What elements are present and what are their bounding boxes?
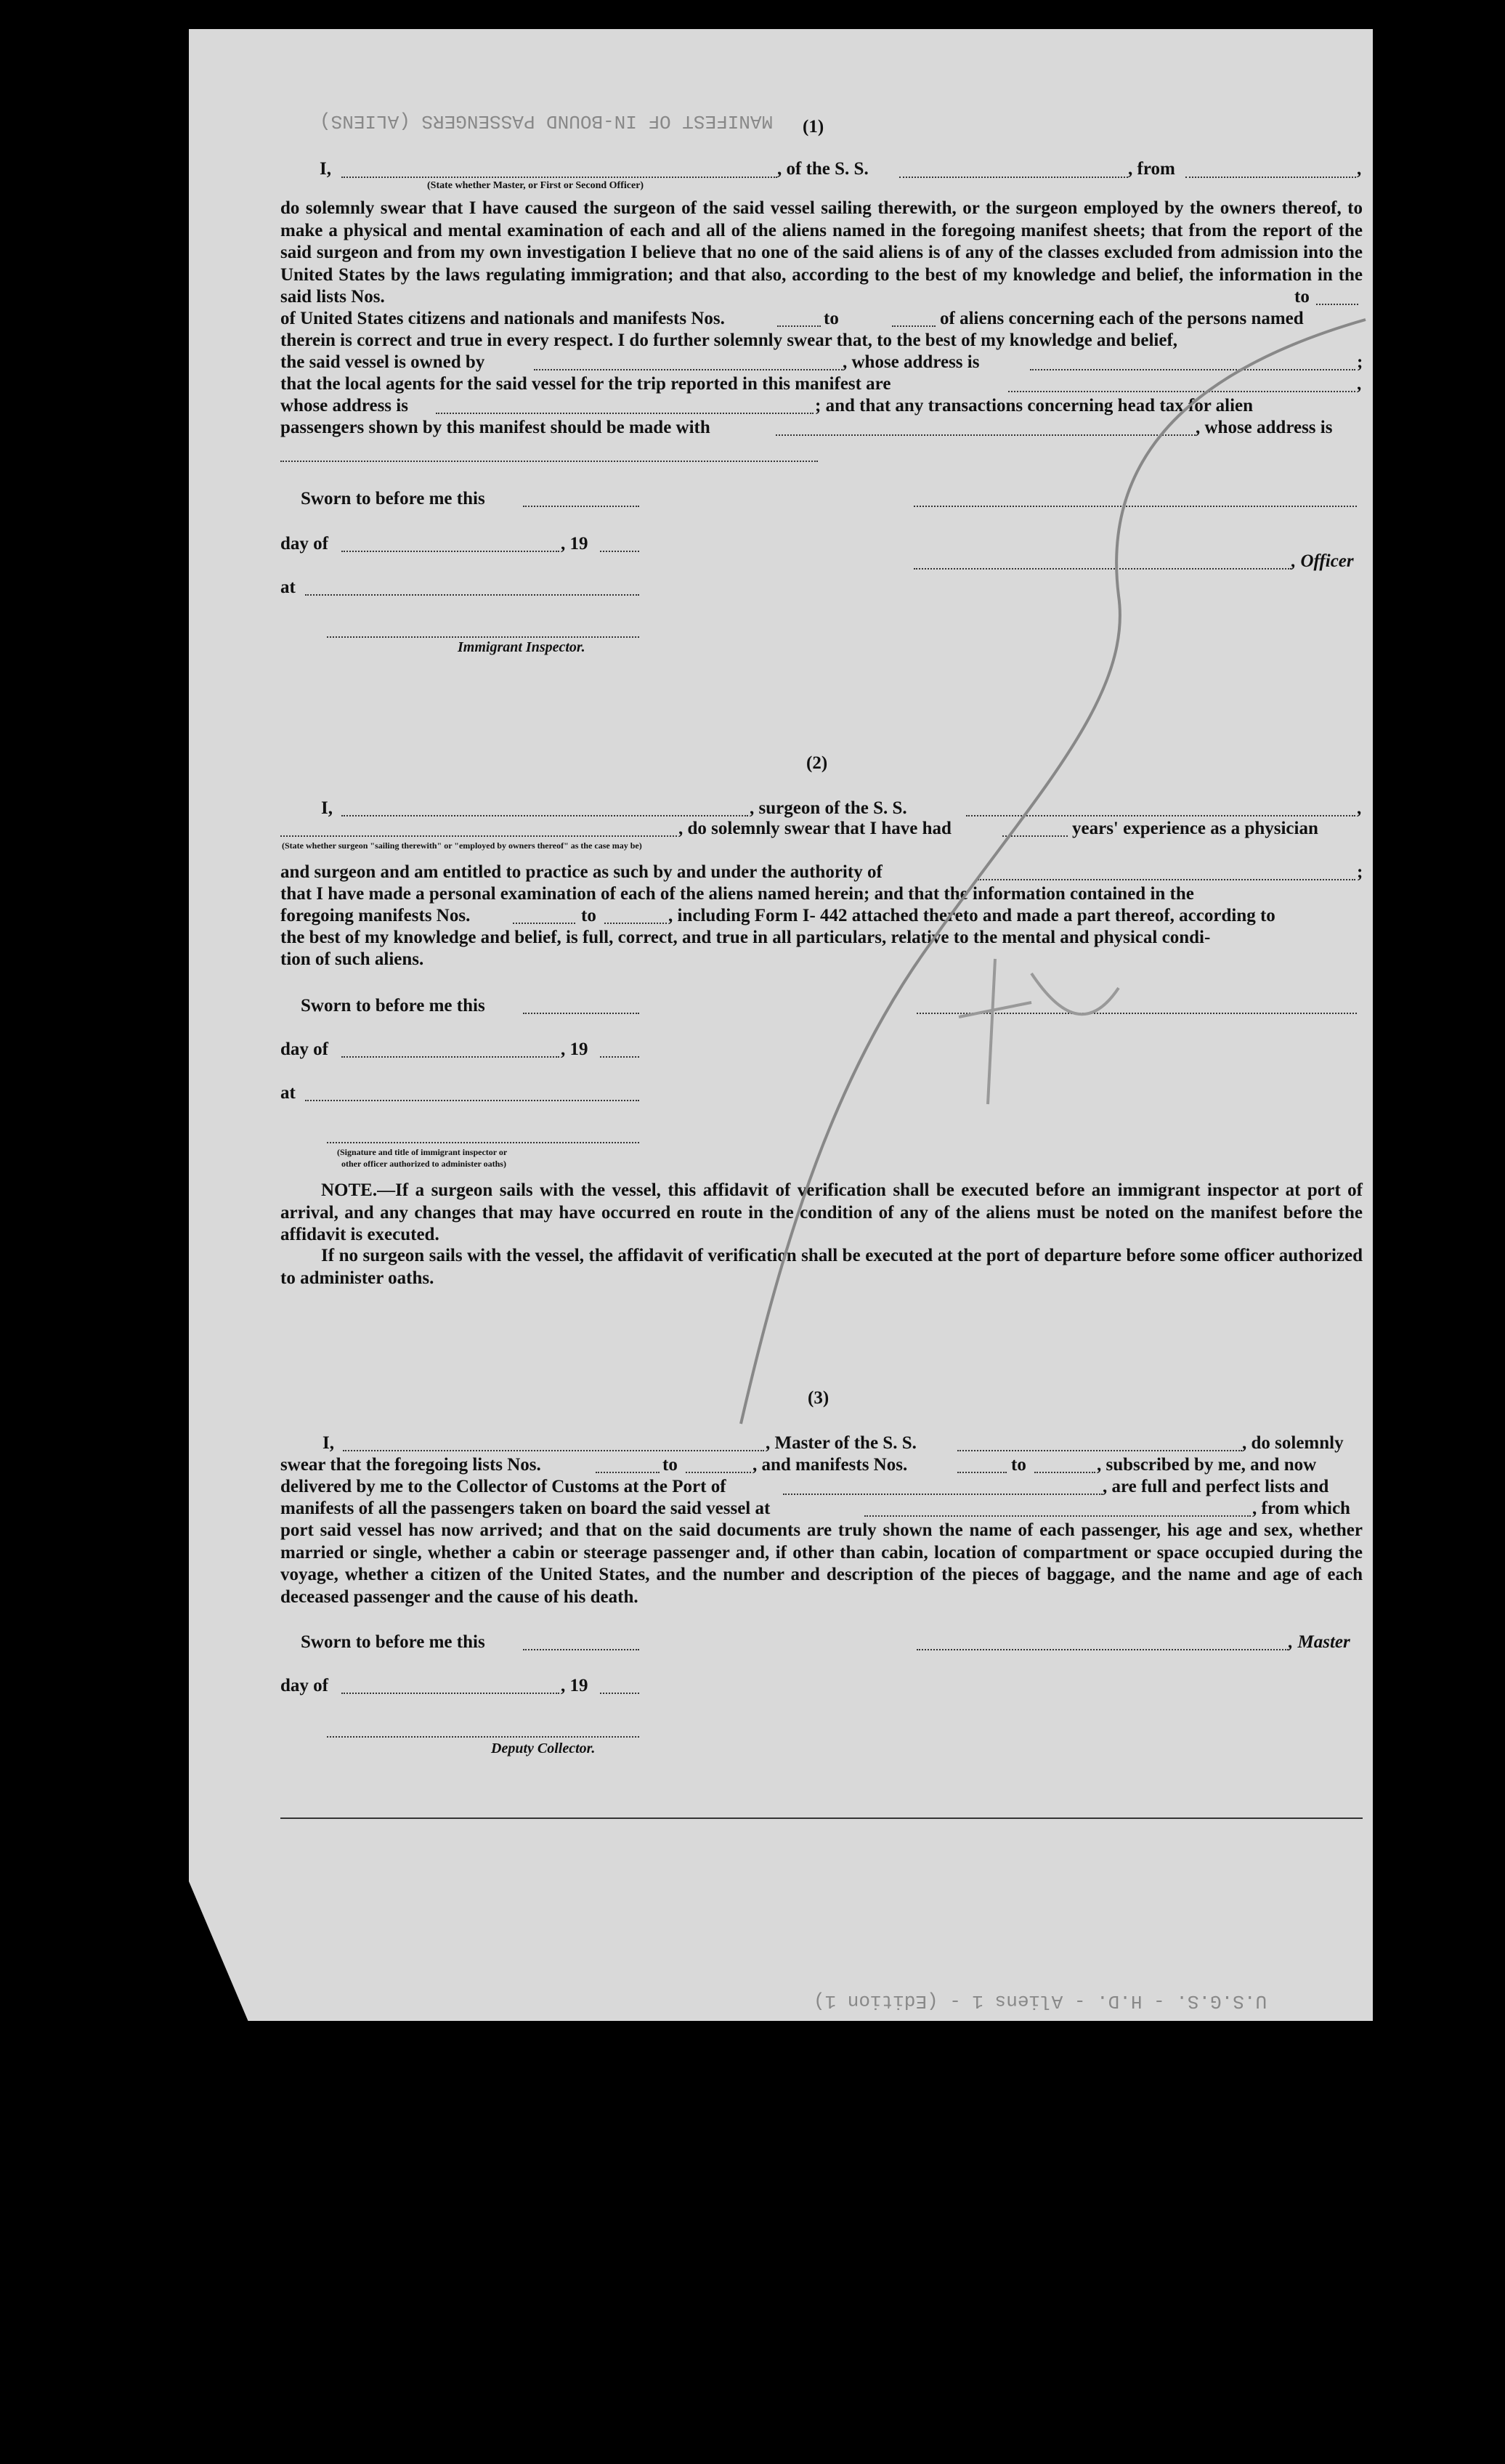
perfect-lists-label: , are full and perfect lists and bbox=[1103, 1477, 1329, 1496]
to-label: to bbox=[1011, 1455, 1026, 1475]
punch-hole bbox=[1387, 1816, 1422, 1851]
manifests-from-blank bbox=[513, 923, 575, 924]
correct-line: therein is correct and true in every respect. I do further solemnly swear that, to the best of my knowledge and belief, bbox=[280, 331, 1178, 350]
master-signature-blank bbox=[917, 1649, 1289, 1650]
inspector-title: Immigrant Inspector. bbox=[458, 639, 585, 655]
agents-address-label: whose address is bbox=[280, 396, 408, 416]
surgeon-vessel-label: , surgeon of the S. S. bbox=[750, 798, 907, 818]
vessel-blank bbox=[899, 177, 1128, 178]
subscribed-label: , subscribed by me, and now bbox=[1097, 1455, 1317, 1475]
sworn-label: Sworn to before me this bbox=[301, 1632, 485, 1652]
payee-address-label: , whose address is bbox=[1196, 418, 1333, 437]
officer-label: , Officer bbox=[1291, 551, 1354, 571]
from-which-label: , from which bbox=[1252, 1499, 1350, 1518]
aliens-line: of aliens concerning each of the persons named bbox=[940, 309, 1304, 328]
inspector-signature-blank bbox=[327, 1142, 639, 1143]
punch-hole bbox=[1390, 81, 1425, 116]
bleed-through-stamp: MANIFEST OF IN-BOUND PASSENGERS (ALIENS) bbox=[320, 110, 774, 132]
lists-label: swear that the foregoing lists Nos. bbox=[280, 1455, 541, 1475]
from-blank bbox=[1185, 177, 1356, 178]
year-label: , 19 bbox=[561, 1040, 588, 1059]
year-blank bbox=[600, 551, 639, 552]
month-blank bbox=[341, 1693, 559, 1694]
at-label: at bbox=[280, 1083, 296, 1103]
month-blank bbox=[341, 551, 559, 552]
year-label: , 19 bbox=[561, 1676, 588, 1695]
owned-label: the said vessel is owned by bbox=[280, 352, 485, 372]
comma: , bbox=[1357, 798, 1362, 818]
owner-address-label: , whose address is bbox=[843, 352, 980, 372]
year-label: , 19 bbox=[561, 534, 588, 554]
section-1-number: (1) bbox=[803, 117, 824, 137]
declarant-label: I, bbox=[320, 159, 331, 179]
taken-on-board-label: manifests of all the passengers taken on board the said vessel at bbox=[280, 1499, 771, 1518]
day-of-label: day of bbox=[280, 1040, 328, 1059]
solemnly-label: , do solemnly bbox=[1242, 1433, 1344, 1453]
section-3-oath-text: port said vessel has now arrived; and that on the said documents are truly shown the name of each passenger, his age and sex, whether married or single, whether a cabin or steerage passenger and, if other than cabin, location of compartment or space occupied during the voyage, whether a citizen of the United States, and the number and description of the pieces of baggage, and the name and age of each deceased passenger and the cause of his death. bbox=[280, 1520, 1363, 1607]
to-label: to bbox=[581, 906, 596, 925]
to-label: to bbox=[662, 1455, 678, 1475]
handwritten-annotation bbox=[654, 291, 1380, 1453]
lists-from-blank bbox=[596, 1472, 660, 1473]
declarant-blank bbox=[341, 177, 777, 178]
comma: , bbox=[1357, 374, 1362, 394]
punch-hole bbox=[1405, 1790, 1434, 1819]
punch-hole bbox=[1393, 1473, 1428, 1508]
head-tax-line: ; and that any transactions concerning head tax for alien bbox=[815, 396, 1254, 416]
month-blank bbox=[341, 1056, 559, 1058]
manifests-to-blank bbox=[1034, 1472, 1095, 1473]
sworn-label: Sworn to before me this bbox=[301, 996, 485, 1016]
year-blank bbox=[600, 1693, 639, 1694]
bottom-rule bbox=[280, 1817, 1363, 1819]
swear-label: , do solemnly swear that I have had bbox=[678, 819, 952, 838]
punch-hole bbox=[1390, 1353, 1425, 1387]
day-of-label: day of bbox=[280, 1676, 328, 1695]
master-i-label: I, bbox=[322, 1433, 334, 1453]
officer-note: (State whether Master, or First or Second Officer) bbox=[427, 180, 644, 191]
place-blank bbox=[305, 1100, 639, 1101]
sworn-date-blank bbox=[523, 506, 639, 507]
aliens-condition-line: tion of such aliens. bbox=[280, 949, 424, 969]
surgeon-status-note: (State whether surgeon "sailing therewith" or "employed by owners thereof" as the case may be) bbox=[282, 840, 642, 851]
examination-line: that I have made a personal examination of each of the aliens named herein; and that the information contained in the bbox=[280, 884, 1194, 904]
semicolon: ; bbox=[1357, 862, 1363, 882]
manifests-label: , and manifests Nos. bbox=[752, 1455, 908, 1475]
punch-hole bbox=[1390, 683, 1425, 718]
vessel-label: , of the S. S. bbox=[777, 159, 869, 179]
head-tax-payee-label: passengers shown by this manifest should be made with bbox=[280, 418, 710, 437]
punch-hole bbox=[1405, 224, 1434, 253]
section-3-number: (3) bbox=[808, 1388, 829, 1408]
port-label: delivered by me to the Collector of Customs at the Port of bbox=[280, 1477, 726, 1496]
manifests-from-blank bbox=[957, 1472, 1007, 1473]
place-blank bbox=[305, 594, 639, 596]
from-label: , from bbox=[1128, 159, 1175, 179]
signature-note-line-1: (Signature and title of immigrant inspector or bbox=[337, 1147, 508, 1157]
years-experience-label: years' experience as a physician bbox=[1072, 819, 1318, 838]
master-vessel-label: , Master of the S. S. bbox=[766, 1433, 917, 1453]
lists-to-blank bbox=[686, 1472, 751, 1473]
year-blank bbox=[600, 1056, 639, 1058]
note-text: —If a surgeon sails with the vessel, this affidavit of verification shall be executed before an immigrant inspector at port of arrival, and any changes that may have occurred en route in the condition of any of the aliens must be noted on the manifest before the affidavit is executed. bbox=[280, 1180, 1363, 1244]
bleed-through-stamp: U.S.G.S. - H.D. - Aliens 1 - (Edition 1) bbox=[814, 1990, 1267, 2012]
sworn-date-blank bbox=[523, 1649, 639, 1650]
sworn-label: Sworn to before me this bbox=[301, 489, 485, 508]
signature-note-line-2: other officer authorized to administer oaths) bbox=[341, 1159, 506, 1169]
master-title: , Master bbox=[1289, 1632, 1350, 1652]
note-label: NOTE. bbox=[321, 1180, 378, 1200]
section-2-number: (2) bbox=[806, 753, 828, 773]
punch-hole bbox=[1412, 1007, 1447, 1042]
lists-to-label: to bbox=[1294, 287, 1310, 307]
port-blank bbox=[783, 1494, 1103, 1495]
departure-port-blank bbox=[864, 1515, 1251, 1517]
at-label: at bbox=[280, 578, 296, 597]
surgeon-status-blank bbox=[280, 835, 677, 837]
surgeon-i-label: I, bbox=[321, 798, 333, 818]
semicolon: ; bbox=[1357, 352, 1363, 372]
day-of-label: day of bbox=[280, 534, 328, 554]
collector-title: Deputy Collector. bbox=[491, 1740, 596, 1756]
citizens-line: of United States citizens and nationals and manifests Nos. bbox=[280, 309, 725, 328]
form-i442-line: , including Form I- 442 attached thereto and made a part thereof, according to bbox=[668, 906, 1275, 925]
knowledge-line: the best of my knowledge and belief, is full, correct, and true in all particulars, relative to the mental and physical condi- bbox=[280, 928, 1211, 947]
agents-label: that the local agents for the said vessel for the trip reported in this manifest are bbox=[280, 374, 891, 394]
comma: , bbox=[1357, 159, 1362, 179]
section-1-oath-text: do solemnly swear that I have caused the surgeon of the said vessel sailing therewith, or the surgeon employed by the owners thereof, to make a physical and mental examination of each and all of the aliens named in the foregoing manifest sheets; that from the report of the said surgeon and from my own investigation I believe that no one of the said aliens is of any of the classes excluded from admission into the United States by the laws regulating immigration; and that also, according to the best of my knowledge and belief, the information in the said lists Nos. bbox=[280, 198, 1363, 307]
to-label: to bbox=[824, 309, 839, 328]
punch-hole bbox=[1390, 1945, 1425, 1980]
authority-label: and surgeon and am entitled to practice as such by and under the authority of bbox=[280, 862, 883, 882]
punch-hole bbox=[1390, 556, 1425, 591]
no-surgeon-note: If no surgeon sails with the vessel, the affidavit of verification shall be executed at the port of departure before some officer authorized to administer oaths. bbox=[280, 1246, 1363, 1288]
manifests-label: foregoing manifests Nos. bbox=[280, 906, 471, 925]
sworn-date-blank bbox=[523, 1013, 639, 1014]
